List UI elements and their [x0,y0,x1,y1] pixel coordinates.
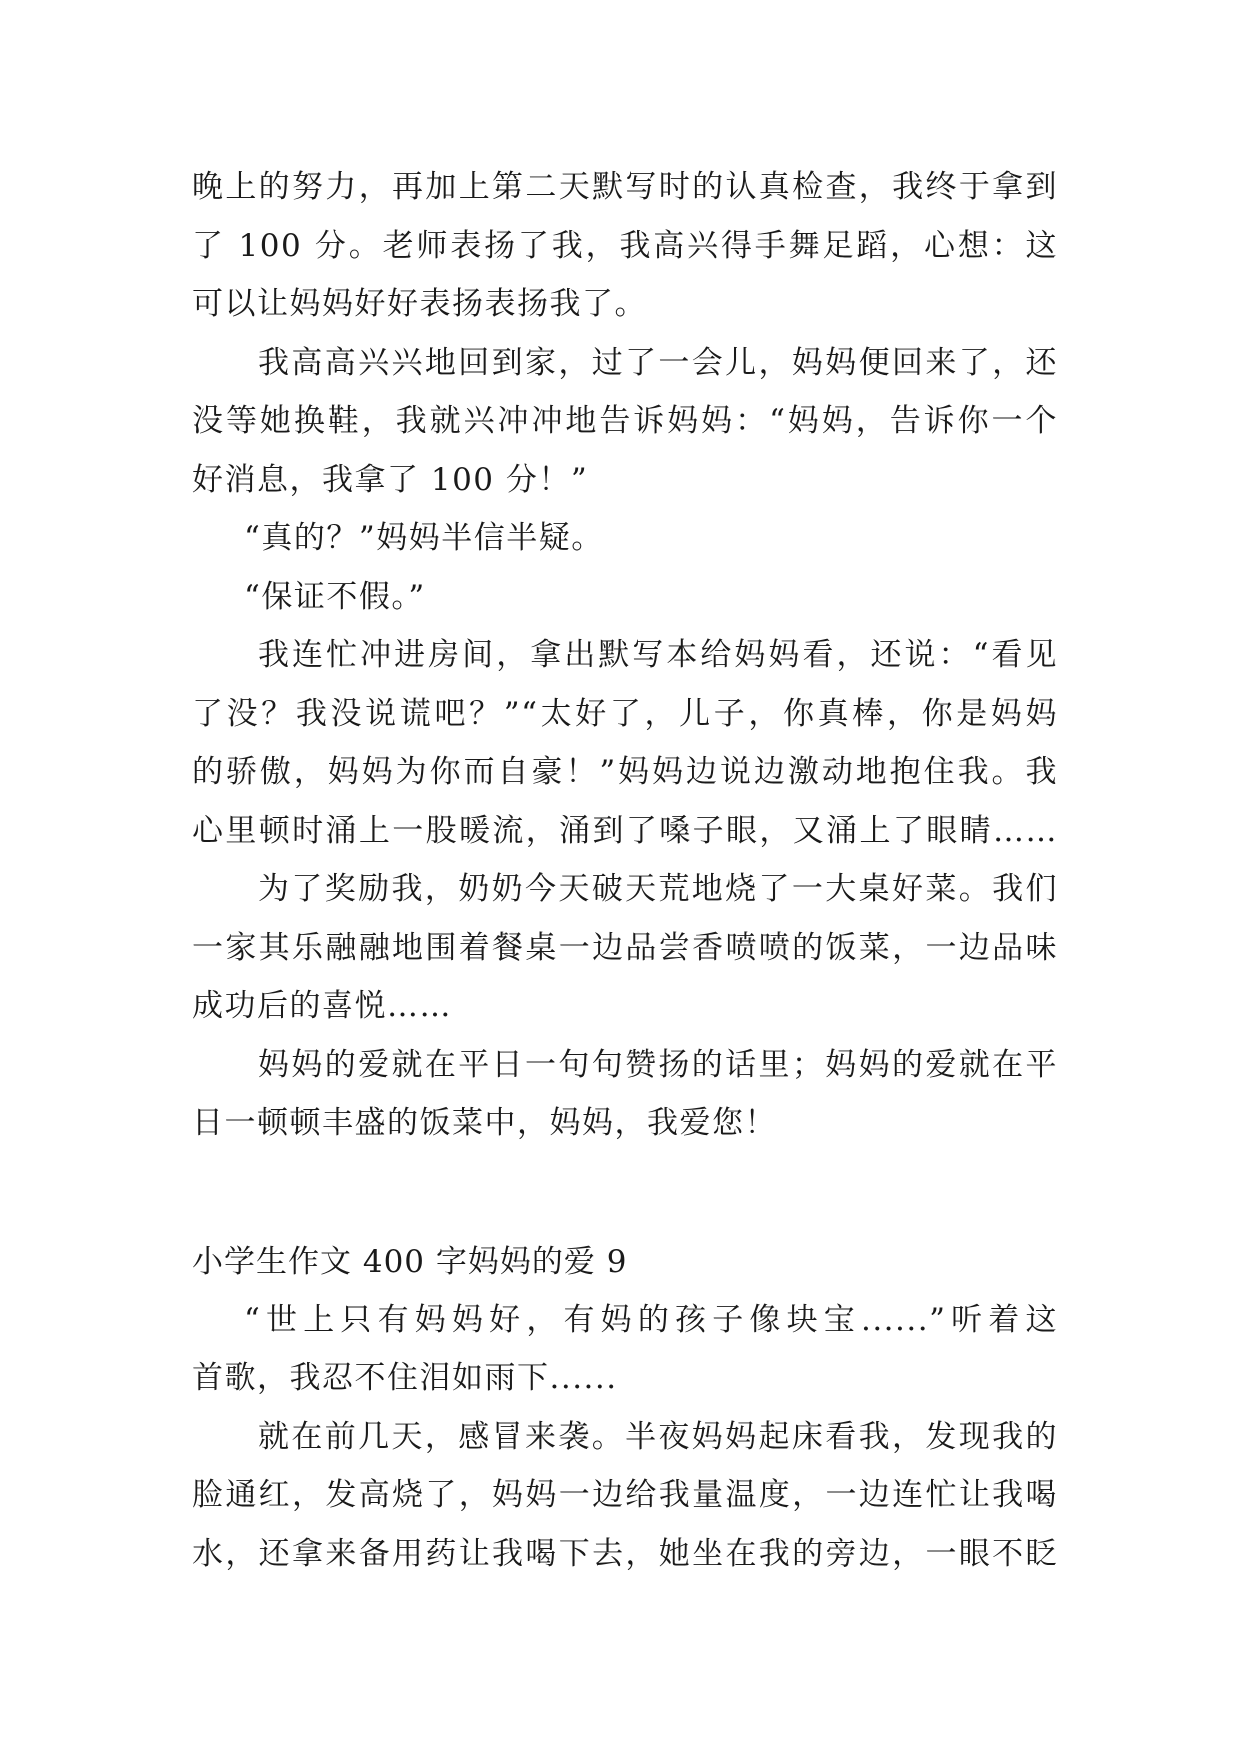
text-line: 好消息，我拿了 100 分！” [192,461,589,498]
text-line: 妈妈的爱就在平日一句句赞扬的话里；妈妈的爱就在平 [258,1046,1058,1083]
paragraph [192,626,1058,860]
section-gap [192,1153,1058,1233]
text-line: 脸通红，发高烧了，妈妈一边给我量温度，一边连忙让我喝 [192,1477,1058,1513]
section-title: 小学生作文 400 字妈妈的爱 9 [192,1243,628,1280]
text-line: 日一顿顿丰盛的饭菜中，妈妈，我爱您！ [192,1105,777,1141]
text-line: 我连忙冲进房间，拿出默写本给妈妈看，还说：“看见 [258,637,1058,673]
text-line: 没等她换鞋，我就兴冲冲地告诉妈妈：“妈妈，告诉你一个 [192,403,1058,439]
paragraph [192,568,1058,627]
text-line: 的骄傲，妈妈为你而自豪！”妈妈边说边激动地抱住我。我 [192,754,1058,790]
text-line: 一家其乐融融地围着餐桌一边品尝香喷喷的饭菜，一边品味 [192,929,1058,966]
text-line: 我高高兴兴地回到家，过了一会儿，妈妈便回来了，还 [258,344,1058,381]
paragraph [192,1408,1058,1584]
document-page [192,158,1058,1583]
text-line: 成功后的喜悦…… [192,988,452,1024]
text-line: 为了奖励我，奶奶今天破天荒地烧了一大桌好菜。我们 [258,871,1058,907]
text-line: 心里顿时涌上一股暖流，涌到了嗓子眼，又涌上了眼睛…… [192,812,1058,849]
paragraph [192,509,1058,568]
paragraph [192,334,1058,510]
paragraph [192,1291,1058,1408]
paragraph [192,158,1058,334]
text-line: 晚上的努力，再加上第二天默写时的认真检查，我终于拿到 [192,169,1058,205]
text-line: “保证不假。” [244,578,426,615]
text-line: 了 100 分。老师表扬了我，我高兴得手舞足蹈，心想：这 [192,227,1058,264]
text-line: 可以让妈妈好好表扬表扬我了。 [192,286,647,322]
text-line: 了没？我没说谎吧？”“太好了，儿子，你真棒，你是妈妈 [192,695,1058,732]
paragraph [192,1036,1058,1153]
paragraph [192,860,1058,1036]
text-line: 水，还拿来备用药让我喝下去，她坐在我的旁边，一眼不眨 [192,1535,1058,1572]
text-line: 就在前几天，感冒来袭。半夜妈妈起床看我，发现我的 [258,1418,1058,1455]
text-line: “世上只有妈妈好，有妈的孩子像块宝......”听着这 [244,1301,1058,1338]
text-line: “真的？”妈妈半信半疑。 [244,520,604,556]
text-line: 首歌，我忍不住泪如雨下...... [192,1360,618,1396]
